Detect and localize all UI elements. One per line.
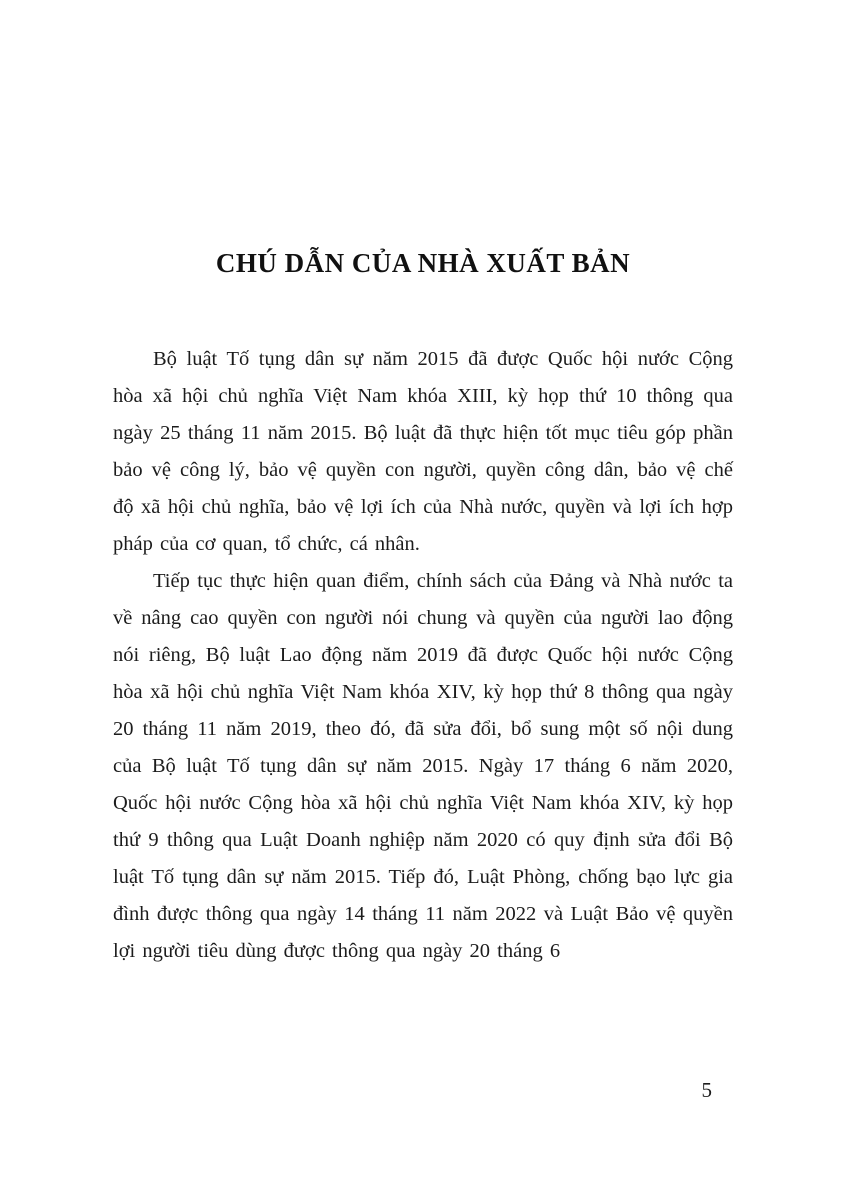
body-text	[113, 341, 733, 970]
paragraph: Tiếp tục thực hiện quan điểm, chính sách của Đảng và Nhà nước ta về nâng cao quyền con người nói chung và quyền của người lao động nói riêng, Bộ luật Lao động năm 2019 đã được Quốc hội nước Cộng hòa xã hội chủ nghĩa Việt Nam khóa XIV, kỳ họp thứ 8 thông qua ngày 20 tháng 11 năm 2019, theo đó, đã sửa đổi, bổ sung một số nội dung của Bộ luật Tố tụng dân sự năm 2015. Ngày 17 tháng 6 năm 2020, Quốc hội nước Cộng hòa xã hội chủ nghĩa Việt Nam khóa XIV, kỳ họp thứ 9 thông qua Luật Doanh nghiệp năm 2020 có quy định sửa đổi Bộ luật Tố tụng dân sự năm 2015. Tiếp đó, Luật Phòng, chống bạo lực gia đình được thông qua ngày 14 tháng 11 năm 2022 và Luật Bảo vệ quyền lợi người tiêu dùng được thông qua ngày 20 tháng 6	[113, 570, 733, 962]
page-title: CHÚ DẪN CỦA NHÀ XUẤT BẢN	[215, 248, 631, 278]
page-number: 5	[701, 1078, 712, 1102]
paragraph: Bộ luật Tố tụng dân sự năm 2015 đã được Quốc hội nước Cộng hòa xã hội chủ nghĩa Việt Nam khóa XIII, kỳ họp thứ 10 thông qua ngày 25 tháng 11 năm 2015. Bộ luật đã thực hiện tốt mục tiêu góp phần bảo vệ công lý, bảo vệ quyền con người, quyền công dân, bảo vệ chế độ xã hội chủ nghĩa, bảo vệ lợi ích của Nhà nước, quyền và lợi ích hợp pháp của cơ quan, tổ chức, cá nhân.	[113, 348, 733, 555]
